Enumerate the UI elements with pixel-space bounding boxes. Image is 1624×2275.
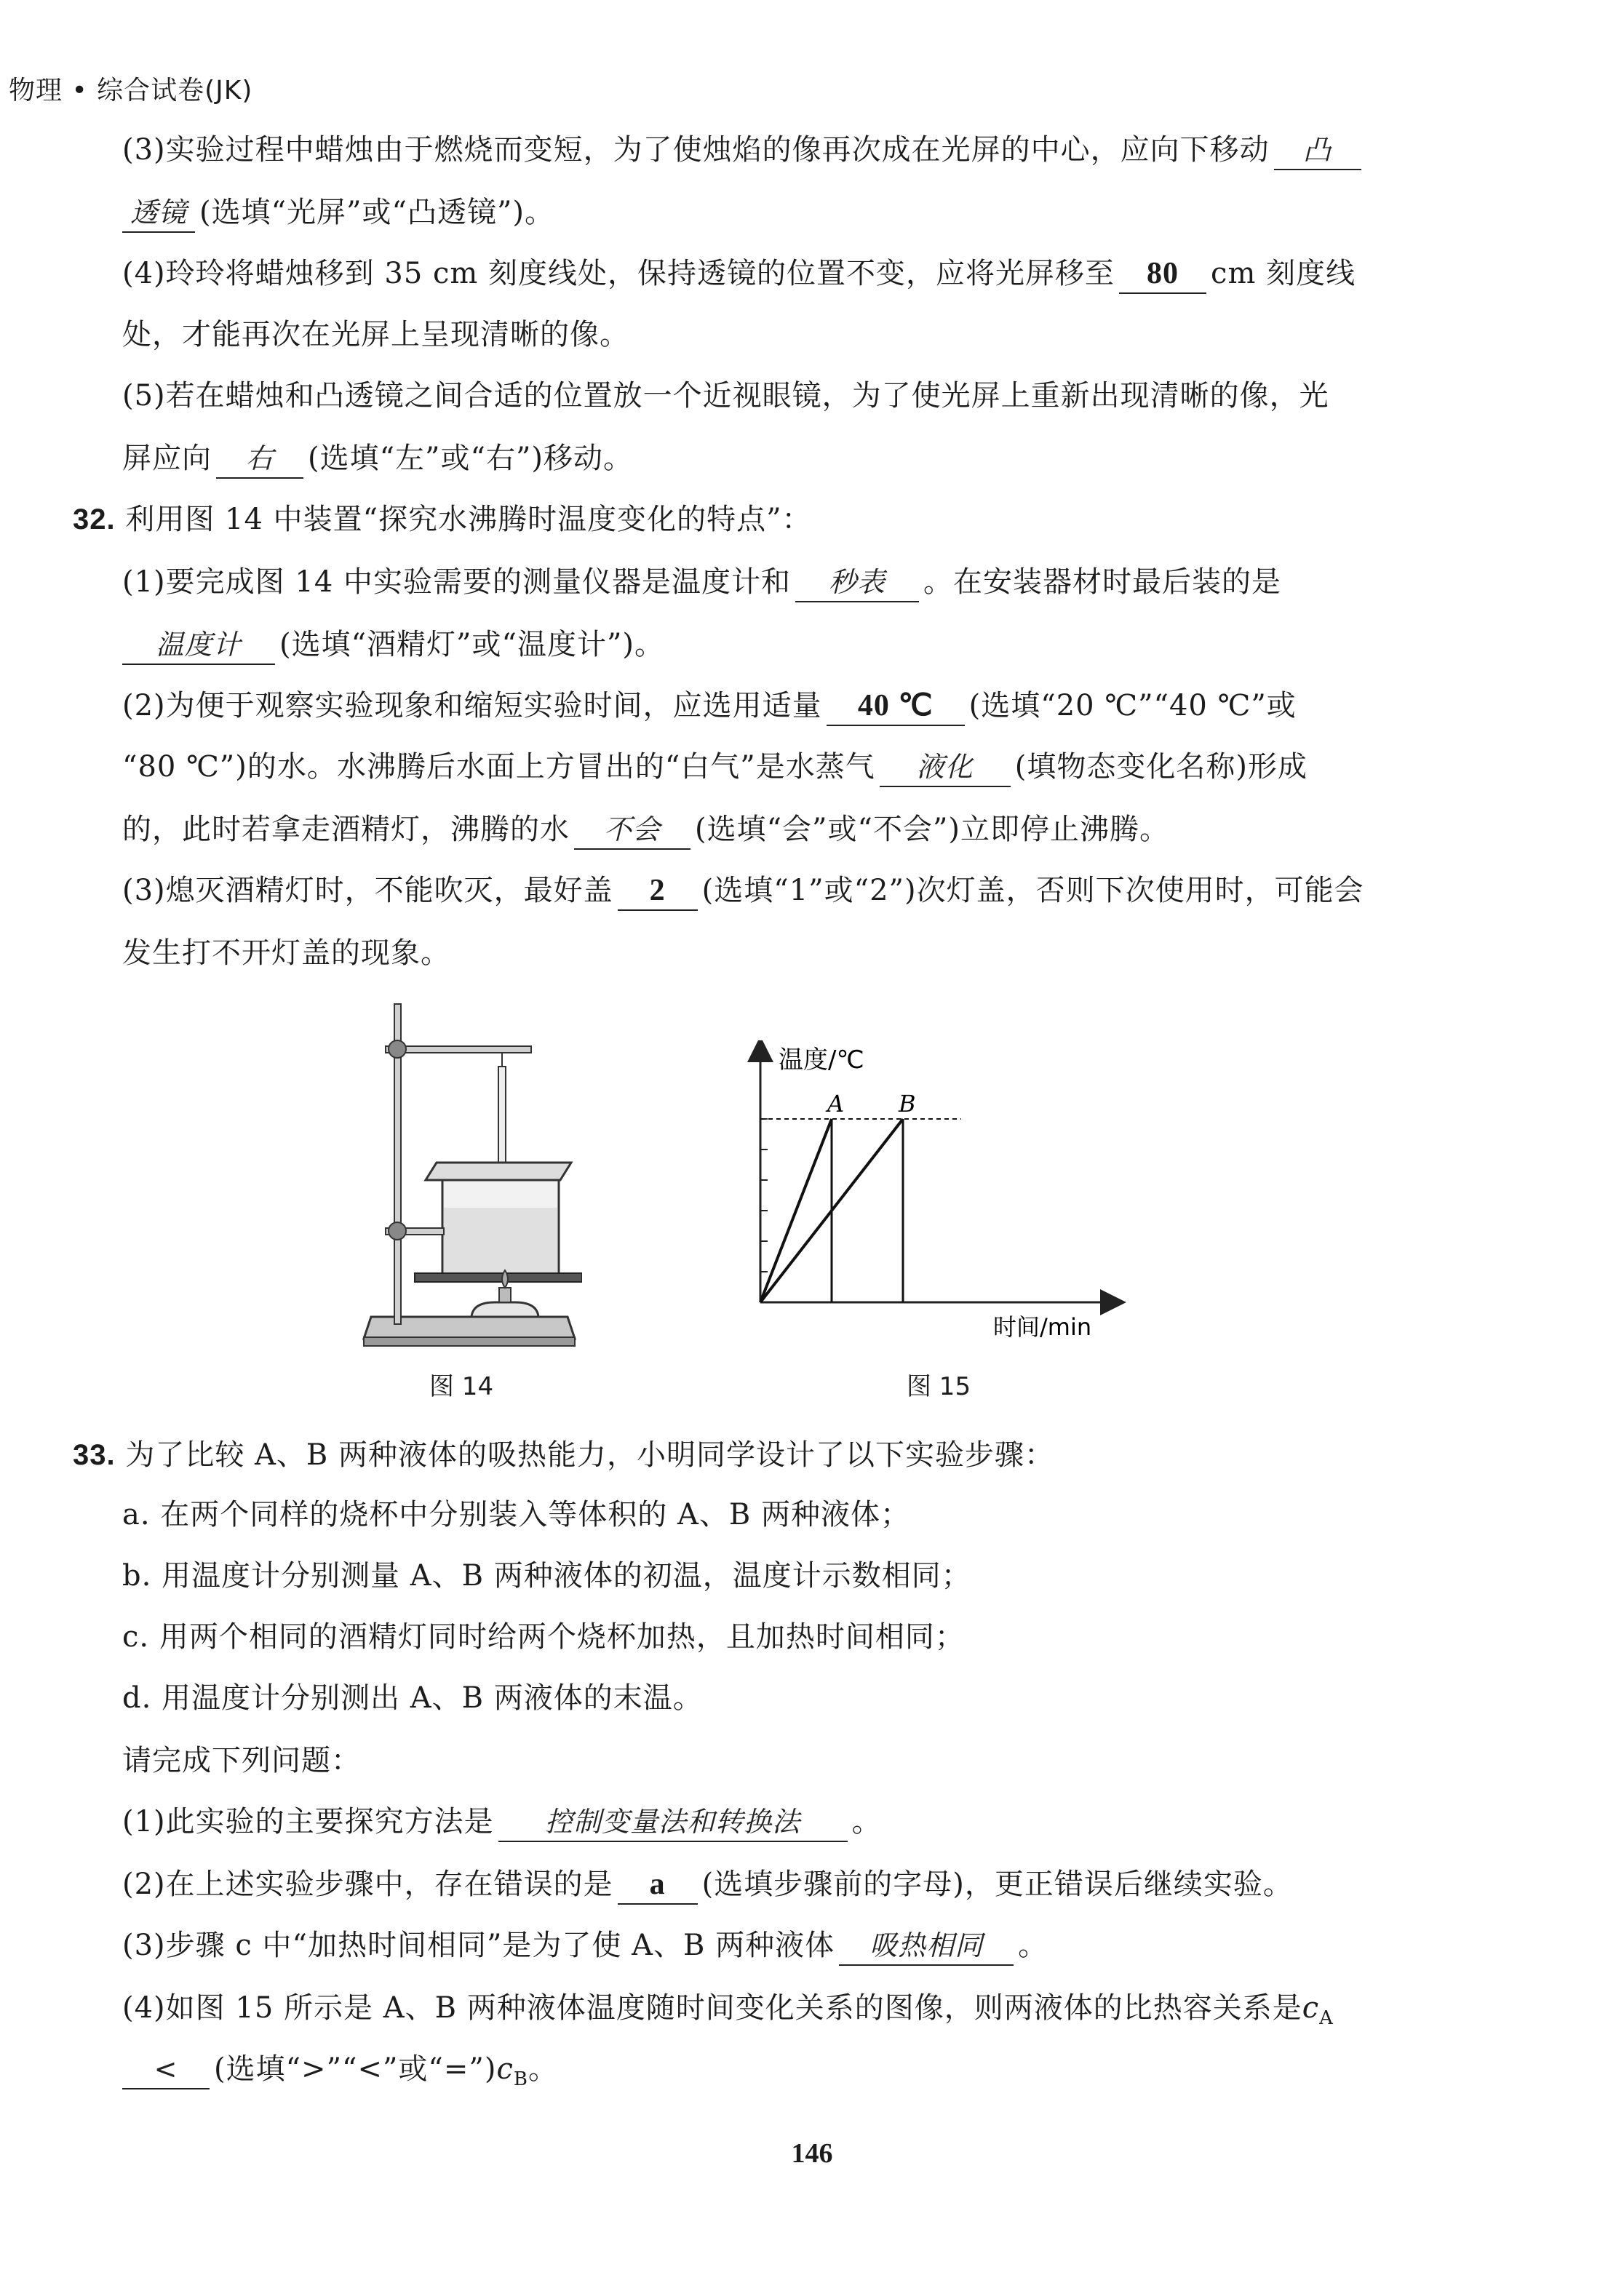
q32-part2-line1: (2)为便于观察实验现象和缩短实验时间，应选用适量 40 ℃ (选填“20 ℃”“40 ℃”或 [122, 684, 1297, 728]
answer-blank[interactable]: a [618, 1865, 698, 1905]
q32-stem: 32. 利用图 14 中装置“探究水沸腾时温度变化的特点”： [73, 503, 812, 536]
q32-part2-line2: “80 ℃”)的水。水沸腾后水面上方冒出的“白气”是水蒸气 液化 (填物态变化名称)形成 [122, 745, 1307, 789]
series-line-A [760, 1119, 832, 1302]
q31-part5-line2: 屏应向 右 (选填“左”或“右”)移动。 [122, 437, 633, 480]
series-label-B: B [899, 1090, 916, 1117]
q31-part5-line1: (5)若在蜡烛和凸透镜之间合适的位置放一个近视眼镜，为了使光屏上重新出现清晰的像，光 [122, 379, 1329, 413]
answer-blank[interactable]: 液化 [880, 748, 1011, 787]
q33-part2: (2)在上述实验步骤中，存在错误的是 a (选填步骤前的字母)，更正错误后继续实验。 [122, 1862, 1293, 1906]
fig14-boiling-apparatus [357, 997, 582, 1353]
q32-part1-line2: 温度计 (选填“酒精灯”或“温度计”)。 [122, 623, 664, 666]
series-label-A: A [827, 1090, 845, 1117]
answer-blank-cont: 透镜 [122, 194, 195, 233]
answer-blank[interactable]: < [122, 2050, 210, 2089]
q31-part4-line1: (4)玲玲将蜡烛移到 35 cm 刻度线处，保持透镜的位置不变，应将光屏移至 80 cm 刻度线 [122, 252, 1356, 295]
q32-part3-line1: (3)熄灭酒精灯时，不能吹灭，最好盖 2 (选填“1”或“2”)次灯盖，否则下次使用时，可能会 [122, 869, 1364, 912]
fig15-caption: 图 15 [907, 1372, 971, 1401]
x-axis-label: 时间/min [993, 1313, 1092, 1341]
q32-part3-line2: 发生打不开灯盖的现象。 [122, 936, 450, 970]
fig15-temperature-time-chart [735, 1040, 1128, 1353]
q33-stem: 33. 为了比较 A、B 两种液体的吸热能力，小明同学设计了以下实验步骤： [73, 1438, 1055, 1472]
answer-blank[interactable]: 40 ℃ [827, 687, 965, 726]
answer-blank[interactable]: 80 [1119, 255, 1206, 294]
page-header: 物理 • 综合试卷(JK) [9, 76, 253, 105]
fig14-caption: 图 14 [429, 1372, 494, 1401]
flame [502, 1270, 508, 1288]
answer-blank[interactable]: 控制变量法和转换法 [498, 1803, 848, 1842]
alcohol-lamp [471, 1302, 538, 1317]
q31-part3-line1: (3)实验过程中蜡烛由于燃烧而变短，为了使烛焰的像再次成在光屏的中心，应向下移动 凸 [122, 128, 1366, 172]
q31-part4-line2: 处，才能再次在光屏上呈现清晰的像。 [122, 318, 629, 351]
answer-blank[interactable]: 右 [216, 439, 303, 479]
guide-lines [760, 1119, 961, 1302]
answer-blank[interactable]: 秒表 [795, 563, 919, 602]
q32-part1-line1: (1)要完成图 14 中实验需要的测量仪器是温度计和 秒表 。在安装器材时最后装的是 [122, 560, 1281, 604]
q33-step-a: a. 在两个同样的烧杯中分别装入等体积的 A、B 两种液体； [122, 1498, 910, 1531]
q33-part4-line2: < (选填“>”“<”或“$=”)c_B$。 [122, 2047, 558, 2101]
q33-prompt: 请完成下列问题： [122, 1744, 361, 1777]
answer-blank[interactable]: 不会 [574, 810, 690, 850]
q33-step-c: c. 用两个相同的酒精灯同时给两个烧杯加热，且加热时间相同； [122, 1620, 965, 1654]
q31-part3-line2: 透镜 (选填“光屏”或“凸透镜”)。 [122, 191, 554, 234]
clamp-arm-top [386, 1046, 531, 1053]
answer-blank[interactable]: 温度计 [122, 626, 275, 665]
beaker-cover [426, 1163, 571, 1180]
q33-part3: (3)步骤 c 中“加热时间相同”是为了使 A、B 两种液体 吸热相同 。 [122, 1924, 1048, 1967]
answer-blank[interactable]: 2 [618, 872, 698, 911]
y-axis-label: 温度/℃ [779, 1045, 864, 1075]
wire-gauze [415, 1273, 582, 1282]
q33-part4-line1: (4)如图 15 所示是 A、B 两种液体温度随时间变化关系的图像，则两液体的比热容关系是$c_A$ [122, 1991, 1334, 2029]
q33-part1: (1)此实验的主要探究方法是 控制变量法和转换法 。 [122, 1800, 882, 1844]
answer-blank[interactable]: 吸热相同 [839, 1927, 1014, 1966]
q33-step-b: b. 用温度计分别测量 A、B 两种液体的初温，温度计示数相同； [122, 1559, 971, 1593]
page-number: 146 [791, 2138, 833, 2169]
q33-step-d: d. 用温度计分别测出 A、B 两液体的末温。 [122, 1681, 703, 1715]
answer-blank[interactable]: 凸 [1274, 131, 1361, 170]
q32-part2-line3: 的，此时若拿走酒精灯，沸腾的水 不会 (选填“会”或“不会”)立即停止沸腾。 [122, 808, 1169, 851]
